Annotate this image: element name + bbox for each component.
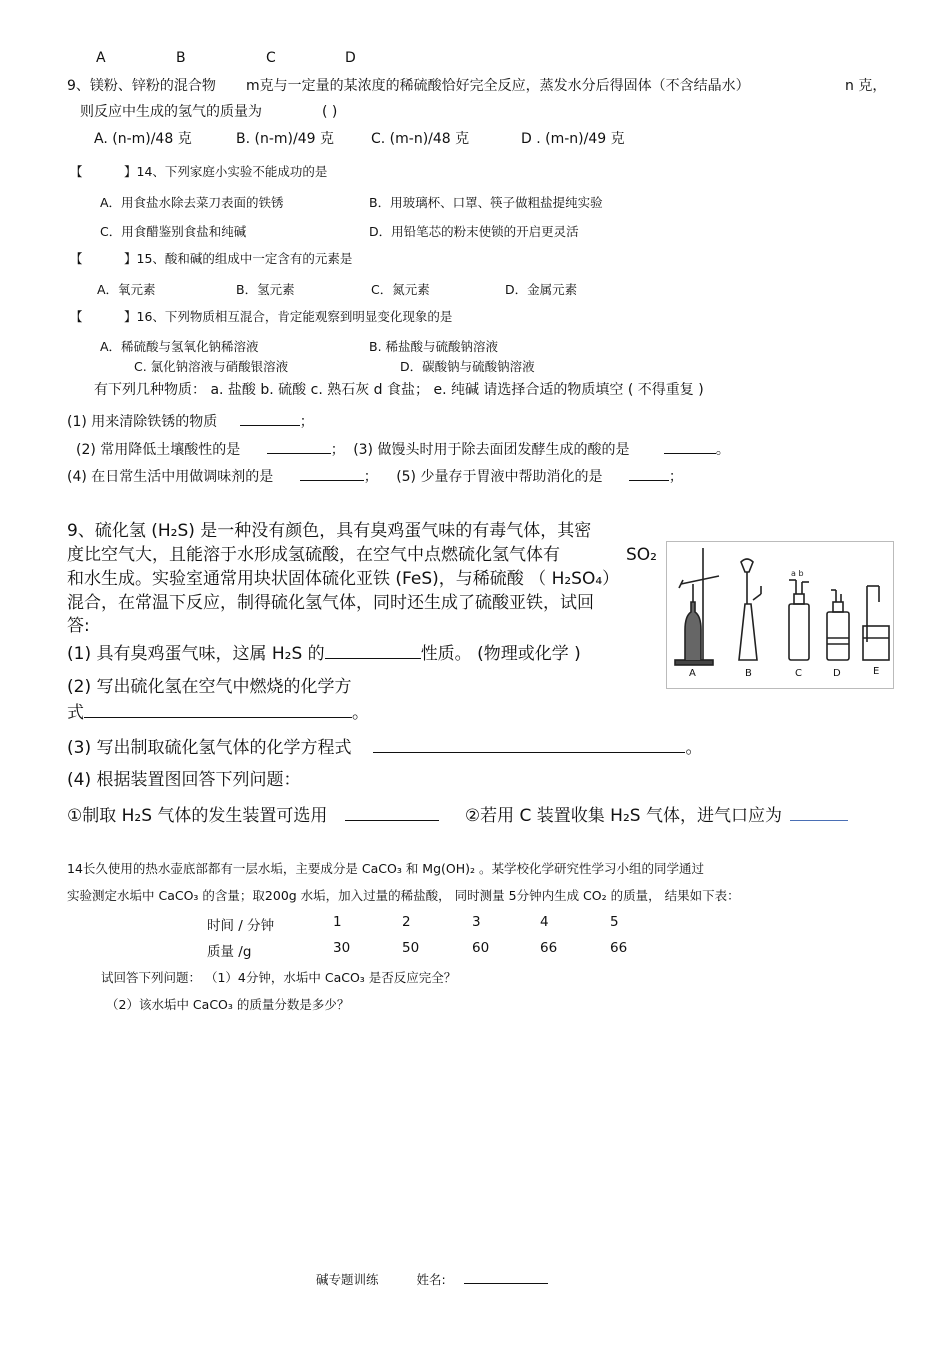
table-cell-time-1: 1 — [333, 914, 342, 930]
table-cell-mass-1: 30 — [333, 940, 351, 956]
q15-option-d: D．金属元素 — [505, 282, 578, 297]
table-cell-mass-2: 50 — [402, 940, 420, 956]
h2s-q3-blank[interactable] — [373, 735, 685, 753]
table-cell-mass-3: 60 — [472, 940, 490, 956]
top-option-d: D — [345, 50, 356, 66]
q16-option-a: A．稀硫酸与氢氧化钠稀溶液 — [100, 339, 259, 354]
q9a-option-b: B. (n-m)/49 克 — [236, 131, 334, 147]
q15-option-c: C．氮元素 — [371, 282, 430, 297]
h2s-q2-blank[interactable] — [84, 700, 352, 718]
q9a-option-d: D . (m-n)/49 克 — [521, 131, 625, 147]
fill-q2-end: ； — [330, 442, 345, 458]
q14-option-b: B．用玻璃杯、口罩、筷子做粗盐提纯实验 — [369, 195, 603, 210]
table-cell-mass-5: 66 — [610, 940, 628, 956]
table-cell-time-2: 2 — [402, 914, 411, 930]
h2s-q4a — [67, 803, 848, 827]
fill-q5-blank[interactable] — [629, 466, 669, 481]
q9a-line2: 则反应中生成的氢气的质量为 — [80, 104, 262, 120]
fill-q4-blank[interactable] — [300, 466, 364, 481]
h2s-line2: 度比空气大，且能溶于水形成氢硫酸，在空气中点燃硫化氢气体有 — [67, 545, 560, 565]
footer-name-label: 姓名: — [416, 1272, 446, 1287]
top-option-a: A — [96, 50, 106, 66]
h2s-line1: 9、硫化氢 (H₂S) 是一种没有颜色，具有臭鸡蛋气味的有毒气体，其密 — [67, 521, 592, 541]
q14-option-c: C．用食醋鉴别食盐和纯碱 — [100, 224, 247, 239]
q14-bracket: 【 — [70, 164, 83, 179]
q14b-ask2: （2）该水垢中 CaCO₃ 的质量分数是多少？ — [106, 997, 350, 1012]
fill-q1-end: ； — [299, 414, 314, 430]
h2s-q2-text: 式 — [67, 703, 84, 723]
apparatus-drawing — [667, 542, 893, 688]
q16-stem: 】16、下列物质相互混合，肯定能观察到明显变化现象的是 — [124, 309, 453, 324]
q15-stem: 】15、酸和碱的组成中一定含有的元素是 — [124, 251, 353, 266]
h2s-q3 — [67, 735, 702, 759]
h2s-q3-end: 。 — [685, 738, 703, 758]
h2s-line3: 和水生成。实验室通常用块状固体硫化亚铁 (FeS)，与稀硫酸 （ H₂SO₄） — [67, 569, 620, 589]
q9a-line1-prefix: 9、镁粉、锌粉的混合物 — [67, 78, 216, 94]
top-option-b: B — [176, 50, 186, 66]
h2s-q4b-blank[interactable] — [790, 803, 848, 821]
h2s-q2-line1: (2) 写出硫化氢在空气中燃烧的化学方 — [67, 677, 352, 697]
h2s-q1 — [67, 641, 581, 665]
q9a-option-c: C. (m-n)/48 克 — [371, 131, 470, 147]
q9a-option-a: A. (n-m)/48 克 — [94, 131, 192, 147]
table-row-time-label: 时间 / 分钟 — [207, 918, 275, 934]
h2s-q2-line2 — [67, 700, 369, 724]
q16-bracket: 【 — [70, 309, 83, 324]
fill-q1 — [67, 411, 314, 431]
footer — [316, 1269, 548, 1289]
fill-q1-blank[interactable] — [240, 411, 300, 426]
q14-option-d: D．用铅笔芯的粉末使锁的开启更灵活 — [369, 224, 579, 239]
top-option-c: C — [266, 50, 276, 66]
q16-option-b: B. 稀盐酸与硫酸钠溶液 — [369, 339, 499, 354]
fill-q3-end: 。 — [715, 442, 730, 458]
footer-name-blank[interactable] — [464, 1269, 548, 1284]
q15-bracket: 【 — [70, 251, 83, 266]
q14b-line2: 实验测定水垢中 CaCO₃ 的含量；取200g 水垢，加入过量的稀盐酸， 同时测量 5分钟内生成 CO₂ 的质量， 结果如下表： — [67, 888, 740, 903]
fill-q4-end: ； — [363, 469, 378, 485]
table-cell-mass-4: 66 — [540, 940, 558, 956]
fill-q2 — [76, 439, 730, 459]
fill-intro: 有下列几种物质： a. 盐酸 b. 硫酸 c. 熟石灰 d 食盐； e. 纯碱 请选择合适的物质填空 ( 不得重复 ) — [94, 382, 704, 398]
h2s-q1-text: (1) 具有臭鸡蛋气味，这属 H₂S 的 — [67, 644, 325, 664]
q9a-answer-paren: ( ) — [322, 104, 338, 120]
h2s-q4a-text: ①制取 H₂S 气体的发生装置可选用 — [67, 806, 328, 826]
figure-ab-label: a b — [791, 569, 804, 578]
footer-title: 碱专题训练 — [316, 1272, 379, 1287]
table-cell-time-5: 5 — [610, 914, 619, 930]
h2s-q3-text: (3) 写出制取硫化氢气体的化学方程式 — [67, 738, 352, 758]
h2s-line4: 混合，在常温下反应，制得硫化氢气体，同时还生成了硫酸亚铁，试回 — [67, 593, 594, 613]
q14-stem: 】14、下列家庭小实验不能成功的是 — [124, 164, 328, 179]
h2s-q1-blank[interactable] — [325, 641, 421, 659]
fill-q2-text: (2) 常用降低土壤酸性的是 — [76, 442, 241, 458]
q16-option-d: D．碳酸钠与硫酸钠溶液 — [400, 359, 535, 374]
q15-option-a: A．氧元素 — [97, 282, 156, 297]
h2s-line2-so2: SO₂ — [626, 545, 657, 565]
h2s-q4b-text: ②若用 C 装置收集 H₂S 气体，进气口应为 — [464, 806, 782, 826]
table-cell-time-4: 4 — [540, 914, 549, 930]
fill-q5-end: ； — [668, 469, 683, 485]
table-cell-time-3: 3 — [472, 914, 481, 930]
apparatus-figure — [666, 541, 894, 689]
figure-label-c: C — [795, 668, 802, 679]
fill-q2-blank[interactable] — [267, 439, 331, 454]
fill-q3-blank[interactable] — [664, 439, 716, 454]
q14-option-a: A．用食盐水除去菜刀表面的铁锈 — [100, 195, 284, 210]
q14b-line1: 14长久使用的热水壶底部都有一层水垢，主要成分是 CaCO₃ 和 Mg(OH)₂ 。某学校化学研究性学习小组的同学通过 — [67, 861, 704, 876]
figure-label-e: E — [873, 666, 880, 677]
q16-option-c: C. 氯化钠溶液与硝酸银溶液 — [134, 359, 289, 374]
q14b-ask1: 试回答下列问题： （1）4分钟，水垢中 CaCO₃ 是否反应完全？ — [101, 970, 457, 985]
fill-q5-text: (5) 少量存于胃液中帮助消化的是 — [396, 469, 603, 485]
figure-label-d: D — [833, 668, 841, 679]
h2s-q1-end: 性质。 (物理或化学 ) — [420, 644, 581, 664]
fill-q1-text: (1) 用来清除铁锈的物质 — [67, 414, 218, 430]
figure-label-a: A — [689, 668, 696, 679]
h2s-q2-end: 。 — [352, 703, 369, 723]
h2s-line5: 答: — [67, 616, 90, 636]
h2s-q4: (4) 根据装置图回答下列问题： — [67, 770, 301, 790]
q15-option-b: B．氢元素 — [236, 282, 295, 297]
fill-q4-text: (4) 在日常生活中用做调味剂的是 — [67, 469, 274, 485]
h2s-q4a-blank[interactable] — [345, 803, 439, 821]
table-row-mass-label: 质量 /g — [207, 944, 252, 960]
fill-q4 — [67, 466, 683, 486]
fill-q3-text: (3) 做馒头时用于除去面团发酵生成的酸的是 — [353, 442, 630, 458]
figure-label-b: B — [745, 668, 752, 679]
q9a-line1-end: n 克， — [845, 78, 887, 94]
q9a-line1-mid: m克与一定量的某浓度的稀硫酸恰好完全反应，蒸发水分后得固体（不含结晶水） — [246, 78, 750, 94]
